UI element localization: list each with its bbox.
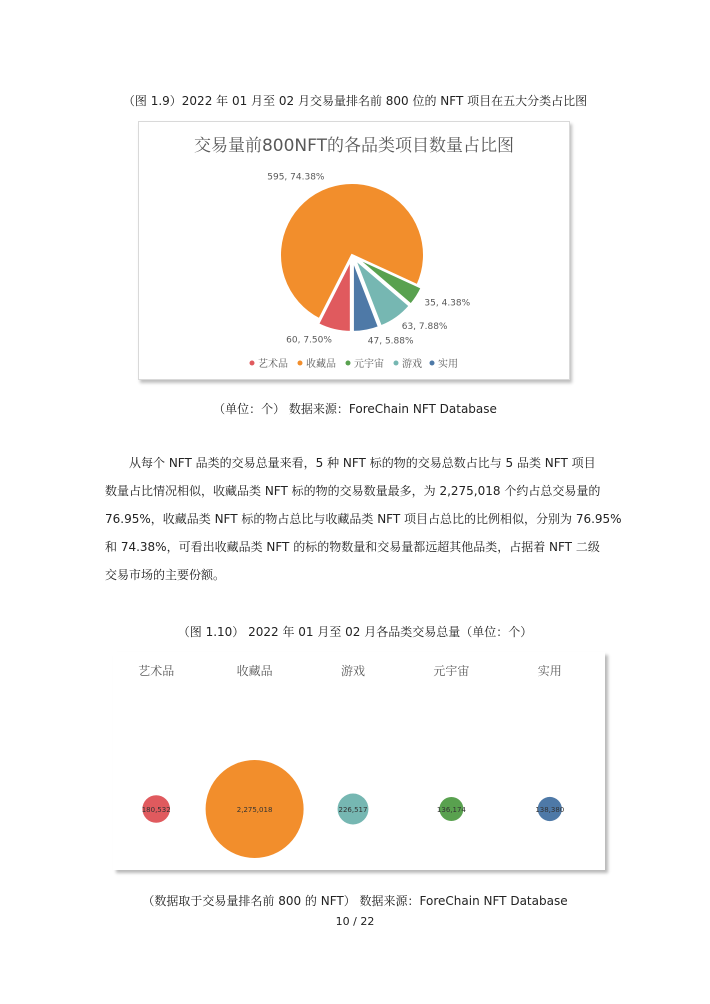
legend-marker xyxy=(394,361,399,366)
pie-data-label: 47, 5.88% xyxy=(367,336,414,347)
legend-marker xyxy=(250,361,255,366)
legend-marker xyxy=(298,361,303,366)
pie-data-label: 63, 7.88% xyxy=(401,322,448,333)
legend-marker xyxy=(346,361,351,366)
legend-entry: 实用 xyxy=(438,359,458,370)
figure-2-source-note: （数据取于交易量排名前 800 的 NFT） 数据来源：ForeChain NFT Database xyxy=(142,894,568,908)
paragraph-line: 数量占比情况相似，收藏品类 NFT 标的物的交易数量最多，为 2,275,018 个约占总交易量的 xyxy=(105,484,601,498)
bubble-value-label: 138,380 xyxy=(535,806,565,814)
pie-data-label: 35, 4.38% xyxy=(424,298,471,309)
bubble-category-label: 艺术品 xyxy=(138,664,175,678)
bubble-category-label: 游戏 xyxy=(340,664,366,678)
bubble-category-label: 元宇宙 xyxy=(433,664,470,678)
bubble-value-label: 180,532 xyxy=(141,806,171,814)
bubble-category-label: 实用 xyxy=(537,664,562,678)
figure-1-source-note: （单位：个） 数据来源：ForeChain NFT Database xyxy=(213,402,497,416)
figure-2-caption: （图 1.10） 2022 年 01 月至 02 月各品类交易总量（单位：个） xyxy=(177,625,533,639)
pie-data-label: 595, 74.38% xyxy=(267,172,325,183)
paragraph-line: 从每个 NFT 品类的交易总量来看，5 种 NFT 标的物的交易总数占比与 5 品类 NFT 项目 xyxy=(129,456,596,470)
bubble-value-label: 2,275,018 xyxy=(236,806,273,814)
paragraph-line: 76.95%，收藏品类 NFT 标的物占总比与收藏品类 NFT 项目占总比的比例相似，分别为 76.95% xyxy=(105,512,622,526)
legend-marker xyxy=(430,361,435,366)
pie-chart-title: 交易量前800NFT的各品类项目数量占比图 xyxy=(193,136,515,156)
page-number: 10 / 22 xyxy=(335,915,375,928)
bubble-chart-frame xyxy=(113,652,605,870)
bubble-chart xyxy=(113,652,605,870)
legend-entry: 收藏品 xyxy=(306,359,336,370)
pie-chart xyxy=(139,122,569,379)
legend-entry: 艺术品 xyxy=(258,359,288,370)
pie-chart-frame xyxy=(138,121,570,380)
pie-data-label: 60, 7.50% xyxy=(286,335,332,346)
figure-1-caption: （图 1.9）2022 年 01 月至 02 月交易量排名前 800 位的 NFT 项目在五大分类占比图 xyxy=(122,94,588,108)
bubble-category-label: 收藏品 xyxy=(236,664,273,678)
bubble-value-label: 226,517 xyxy=(338,806,368,814)
paragraph-line: 和 74.38%，可看出收藏品类 NFT 的标的物数量和交易量都远超其他品类，占据着 NFT 二级 xyxy=(105,540,600,554)
bubble-value-label: 136,174 xyxy=(436,806,466,814)
legend-entry: 元宇宙 xyxy=(354,359,384,370)
body-paragraph xyxy=(105,449,622,589)
paragraph-line: 交易市场的主要份额。 xyxy=(105,568,226,582)
legend-entry: 游戏 xyxy=(402,359,422,370)
